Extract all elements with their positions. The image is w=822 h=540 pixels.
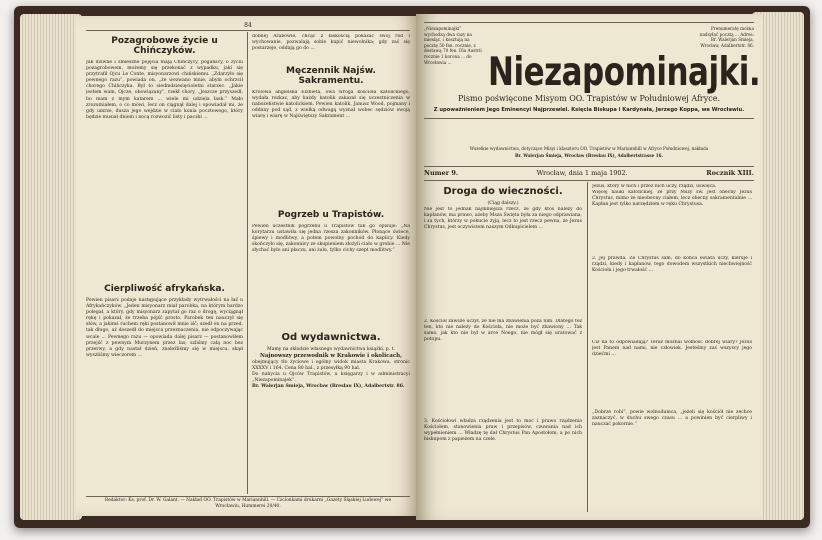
heading-eternity: Droga do wieczności. [443, 186, 563, 197]
left-page [76, 16, 420, 516]
right-column-1 [424, 184, 582, 514]
article-continued: dobnej Arabowie, chcąc z łaskością pokazać swój ród i wychowanie, pozwalają sobie kupić niewolnika; gdy zaś się postarzeje, oddają go do ... [252, 34, 410, 52]
article-col2-1: Jezus, który w nich i przez nich uczy, rządzi, uświęca. [592, 184, 717, 189]
approval-line: Z upoważnieniem Jego Eminencyi Najprzewiel. Księcia Biskupa i Kardynała, Jerzego Koppa, we Wrocławiu. [433, 107, 745, 113]
issue-rule-bottom [424, 180, 754, 181]
right-column-2 [592, 184, 752, 514]
newspaper-title: Niezapominajki. [488, 50, 761, 95]
right-page [416, 14, 762, 520]
article-col2-4: Ciż na to odpowiadają? Teraz możnai wolność dobrej wiary? Jezus jest Panem nad nami, nie człowiek. Jesteśmy zaś wszyscy jego dziećmi ... [592, 340, 752, 358]
top-rule [86, 30, 410, 31]
article-eternity-1: Nie jest to jednak najmniejsza rzecz, że gdy ktoś należy do kapłanów, ma prawo, ażeby Msza Święta była za niego odprawiana, i za tych, którzy w pokucie żyją, lecz to jest rzecz pewna, że Jezus Chrystus, jest oczywistem naszym Odkupicielem ... [424, 207, 582, 231]
issue-date: Wrocław, dnia 1 maja 1902. [536, 169, 628, 177]
article-martyr: Królowa angielska Elżbieta, owa wroga kościoła katolickiego, wydała rozkaz, aby każdy katolik zakazał się uczestniczenia w nabożeństwie katolickiem. Pewien katolik, Janusz Wood, pojmany i oddany pod sąd, z wielką odwagą wyznał wobec sędziów swoją wiarę i wiarę w Najświętszy Sakrament ... [252, 90, 410, 120]
page-edges-left [20, 14, 82, 520]
article-patience: Pewien pisarz podaje następujące przykłady wytrwałości na łaź u Afrykańczyków. „Jeden misyonarz miał parobka, na którym bardzo polegał, a który, gdy misyonarz zapytał go raz o drogę, wyciągnął rękę i pokazał, że trzeba pójść prosto. Parobek ten nauczył się słów, a jakimś ruchem ręki postanowił mnie iść; szedł on na przed, tak długo, aż doszedł do miejsca przeznaczenia, nie odpoczywając wcale ... Pewnego razu — opowiada dalej pisarz — postanowiłem przejść z pewnym Murzynem przez las; szliśmy całą noc bez przerwy, a gdy nastał dzień, znaleźliśmy się w miejscu, skąd wyszliśmy wieczorem ... [86, 298, 243, 358]
article-eternity-2: 2. Kościół zawsze uczył, że nie ma zbawienia poza nim. Dlatego też ten, kto nie należy do Kościoła, nie może być zbawiony ... Tak samo, jak kto nie był w arce Noego, nie mógł się uratować z potopu. [424, 319, 582, 343]
article-col2-5: „Dobrze robi”, powie wolnodumca, „jeżeli się kościół nie zechce zaznaczyć, w duchu swego czasu ... a powinien być cierpliwy i nauczać pokornie.” [592, 410, 752, 428]
book-availability: Do nabycia u Ojców Trapistów, u księgarzy i w administracyi „Niezapominajek”. [252, 372, 410, 384]
newspaper-subtitle: Pismo poświęcone Misyom OO. Trapistów w Południowej Afryce. [457, 94, 721, 103]
article-col2-2: Więcej nauki katolickiej, że przy Mszy św. jest obecny Jezus Chrystus, mimo że nieobecny ciałem, lecz obecny sakramentalnie ... Kapłan jest tylko narzędziem w ręku Chrystusa. [592, 190, 752, 208]
column-rule-right [587, 182, 588, 512]
continued-note: (Ciąg dalszy.) [487, 201, 519, 206]
heading-afterlife: Pozagrobowe życie u Chińczyków. [111, 36, 218, 56]
heading-publisher: Od wydawnictwa. [281, 332, 381, 343]
footer-rule [86, 496, 410, 497]
publisher-address: Br. Walerjan Smieja, Wrocław (Breslau IX), Adalbertstr. 86. [252, 384, 405, 390]
article-funeral: Pewien uczestnik pogrzebu u Trapistów tak go opisuje: „Na korytarzu ustawiła się jedna rzesza zakonników. Płonące świece, śpiewy i modlitwy, a potem powolny pochód do kaplicy. Kiedy skończyło się, zakonnicy ze skupieniem złożyli ciało w grobie ... Nie słychać było ani płaczu, ani żalu, tylko cichy szept modlitwy.” [252, 224, 410, 254]
publisher-line-1: Wszelkie wydawnictwa, dotyczące Misyi i klasztoru OO. Trapistów w Mariannhill w Afryce Południowej, nakłada [469, 146, 709, 151]
issue-year: Rocznik XIII. [706, 169, 754, 177]
column-rule [247, 32, 248, 494]
issue-number: Numer 9. [424, 169, 459, 177]
issue-rule-top [424, 166, 754, 167]
masthead-top-rule [424, 22, 754, 23]
book-details: obejmujący tło życiowe i ogólny widok miasta Krakowa, stronic XXXXV i 164. Cena 80 hal., z przesyłką 90 hal. [252, 360, 410, 372]
publisher-intro: Mamy na składzie własnego wydawnictwa książki, p. t. [267, 347, 395, 352]
masthead-subscription-note: „Niezapominajki” wychodzą dwa razy na miesiąc, i kosztują na pocztę 50 fen. rocznie, z dostawą 70 fen. Dla Austrii rocznie 1 korona ... do Wrocławia ... [424, 26, 482, 65]
left-column-1 [86, 34, 243, 494]
book-title: Najnowszy przewodnik w Krakowie i okolicach, [260, 353, 402, 360]
heading-funeral: Pogrzeb u Trapistów. [277, 210, 385, 220]
book [14, 6, 810, 528]
article-afterlife: Jak dziwne i śmieszne pojęcia mają Chińczycy, pogańscy, o życiu pozagrobowem, możemy się przekonać z wypadku, jaki się przytrafił Ojcu Le Conte, misyonarzowi chińskiemu. „Zdarzyło się pewnego razu”, powiada on, „że wezwano mnie, abym ochrzcił chorego Chińczyka. Był to siedmdziesięcioletni starzec. „Jakie jestem wam, Ojcze, obowiązany”, rzekł chory, „Jeszcze przyszedł, bo mam z mym katarem ... wiele mi udziela łask.” Mało zrozumiałem, o co mówi, lecz on ciągnął dalej i opowiadał mi, że gdy umrze, dusza jego wejdzie w ciało konia pocztowego, który będzie musiał dniem i nocą rozwozić listy i paczki ... [86, 60, 243, 120]
masthead-address-note: Prenumeratę można nadsyłać pocztą ... Adres: Br. Walerjan Smieja, Wrocław, Adalbertstr. 86. [699, 26, 754, 48]
article-col2-3: 2. Jej prawda. Że Chrystus sam, do końca świata uczy, kieruje i rządzi, kiedy i kapłanów, tego dowodem wszystkich niechwiejność Kościoła i jego trwałość ... [592, 256, 752, 274]
page-number: 84 [244, 22, 252, 29]
issue-info [424, 169, 754, 177]
imprint: Redaktor: Ks. prof. Dr. W. Galant. — Nakład OO. Trapistów w Mariannhill. — Czcionkami drukarni „Gazety Śląskiej Ludowej” we Wrocławiu, Hummerei 20/40. [104, 498, 392, 509]
heading-martyr: Męczennik Najśw. Sakramentu. [286, 66, 376, 86]
heading-patience: Cierpliwość afrykańska. [104, 284, 225, 294]
publisher-line-2: Br. Walerjan Śmieja, Wrocław (Breslau IX), Adalbertstrasse 16. [514, 153, 664, 158]
article-eternity-3: 3. Kościołowi władza rządzenia jest to moc i prawo rządzenia Kościołem, stanowienia praw i przepisów, czuwania nad ich wypełnieniem ... Władzę tę dał Chrystus Pan Apostołom, a po nich biskupom z papieżem na czele. [424, 419, 582, 443]
masthead-rule [424, 118, 754, 119]
left-column-2 [252, 34, 410, 494]
